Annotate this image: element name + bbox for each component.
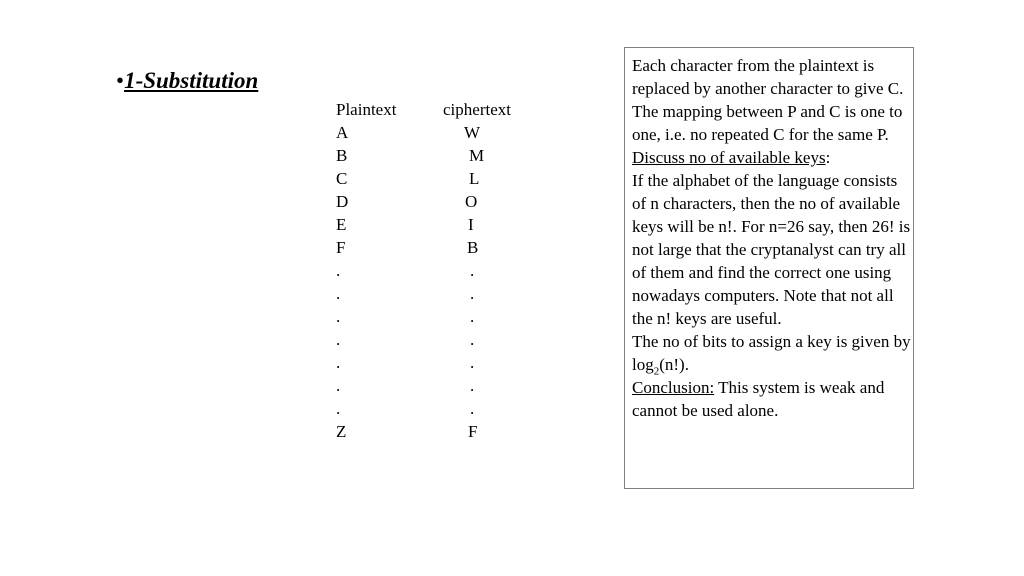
plain-cell: B: [336, 146, 348, 165]
cipher-cell: .: [470, 307, 475, 326]
plain-cell: .: [336, 261, 341, 280]
plain-cell: .: [336, 330, 341, 349]
cipher-cell: I: [468, 215, 474, 234]
plain-cell: .: [336, 307, 341, 326]
cipher-cell: .: [470, 376, 475, 395]
bullet: •: [116, 68, 125, 93]
plain-cell: E: [336, 215, 347, 234]
plain-cell: .: [336, 399, 341, 418]
cipher-cell: L: [469, 169, 480, 188]
bits-text: The no of bits to assign a key is given by log: [632, 332, 911, 374]
note-paragraph: [632, 54, 913, 422]
explanation-box: [624, 47, 914, 489]
cipher-cell: .: [470, 261, 475, 280]
conclusion-text: This system is weak and cannot be used alone.: [632, 378, 885, 420]
log-base: 2: [653, 365, 660, 378]
conclusion-label: Conclusion:: [632, 378, 715, 397]
discuss-text: If the alphabet of the language consists of n characters, then the no of available keys will be n!. For n=26 say, then 26! is not large that the cryptanalyst can try all of them and find the correct one using nowadays computers. Note that not all the n! keys are useful.: [632, 171, 911, 328]
section-heading: [116, 66, 258, 96]
cipher-cell: .: [470, 399, 475, 418]
plain-cell: .: [336, 353, 341, 372]
plain-cell: F: [336, 238, 346, 257]
discuss-colon: :: [825, 148, 831, 167]
plain-cell: A: [336, 123, 349, 142]
cipher-cell: M: [469, 146, 485, 165]
note-intro: Each character from the plaintext is replaced by another character to give C. The mapping between P and C is one to one, i.e. no repeated C for the same P.: [632, 56, 904, 144]
cipher-cell: W: [464, 123, 481, 142]
cipher-cell: .: [470, 284, 475, 303]
cipher-cell: F: [468, 422, 478, 441]
ciphertext-header: ciphertext: [443, 100, 511, 119]
cipher-cell: O: [465, 192, 478, 211]
heading-title: 1-Substitution: [124, 68, 259, 93]
plain-cell: Z: [336, 422, 347, 441]
bits-end: (n!).: [659, 355, 689, 374]
cipher-cell: B: [467, 238, 479, 257]
plain-cell: .: [336, 376, 341, 395]
plain-cell: C: [336, 169, 348, 188]
discuss-label: Discuss no of available keys: [632, 148, 826, 167]
plaintext-header: Plaintext: [336, 100, 397, 119]
cipher-cell: .: [470, 353, 475, 372]
plain-cell: .: [336, 284, 341, 303]
cipher-cell: .: [470, 330, 475, 349]
plain-cell: D: [336, 192, 349, 211]
